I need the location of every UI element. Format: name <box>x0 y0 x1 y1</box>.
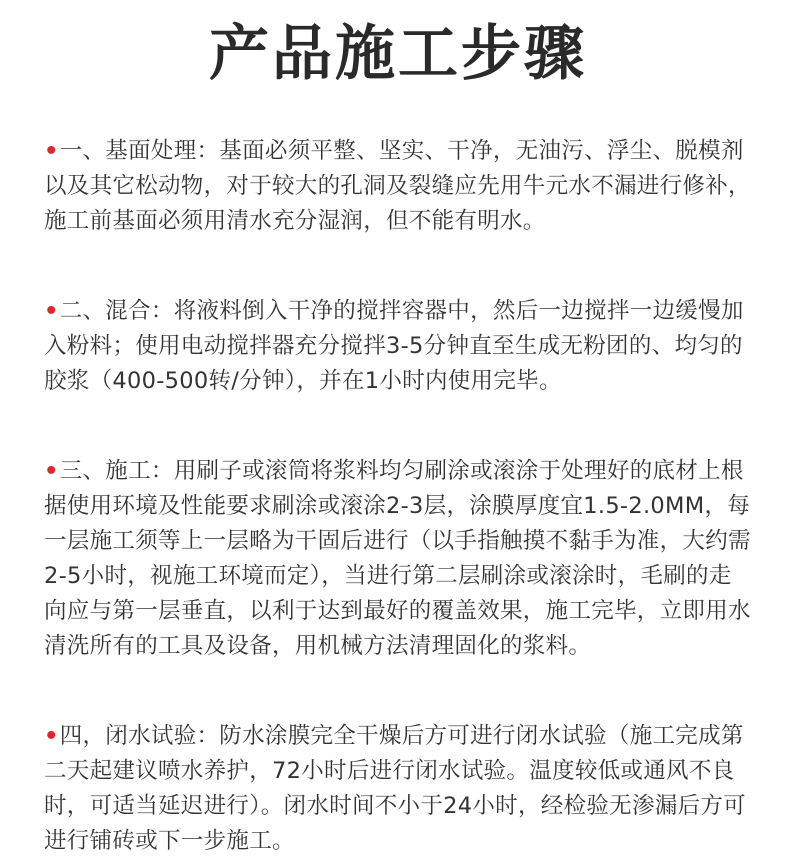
step-text: 一、基面处理：基面必须平整、坚实、干净，无油污、浮尘、脱模剂以及其它松动物，对于较大的孔洞及裂缝应先用牛元水不漏进行修补，施工前基面必须用清水充分湿润，但不能有明水。 <box>44 138 751 234</box>
step-2 <box>44 294 752 399</box>
steps-list <box>44 134 752 859</box>
step-1 <box>44 134 752 239</box>
bullet-icon: • <box>44 138 59 164</box>
bullet-icon: • <box>44 458 59 484</box>
bullet-icon: • <box>44 723 59 749</box>
step-4 <box>44 719 752 859</box>
step-3 <box>44 454 752 664</box>
bullet-icon: • <box>44 298 59 324</box>
step-text: 三、施工：用刷子或滚筒将浆料均匀刷涂或滚涂于处理好的底材上根据使用环境及性能要求刷涂或滚涂2-3层，涂膜厚度宜1.5-2.0MM，每一层施工须等上一层略为干固后进行（以手指触摸不黏手为准，大约需2-5小时，视施工环境而定），当进行第二层刷涂或滚涂时，毛刷的走向应与第一层垂直，以利于达到最好的覆盖效果，施工完毕，立即用水清洗所有的工具及设备，用机械方法清理固化的浆料。 <box>44 458 751 659</box>
step-text: 四，闭水试验：防水涂膜完全干燥后方可进行闭水试验（施工完成第二天起建议喷水养护，72小时后进行闭水试验。温度较低或通风不良时，可适当延迟进行）。闭水时间不小于24小时，经检验无渗漏后方可进行铺砖或下一步施工。 <box>44 723 746 854</box>
page-title: 产品施工步骤 <box>209 19 587 89</box>
step-text: 二、混合：将液料倒入干净的搅拌容器中，然后一边搅拌一边缓慢加入粉料；使用电动搅拌器充分搅拌3-5分钟直至生成无粉团的、均匀的胶浆（400-500转/分钟），并在1小时内使用完毕。 <box>44 298 744 394</box>
